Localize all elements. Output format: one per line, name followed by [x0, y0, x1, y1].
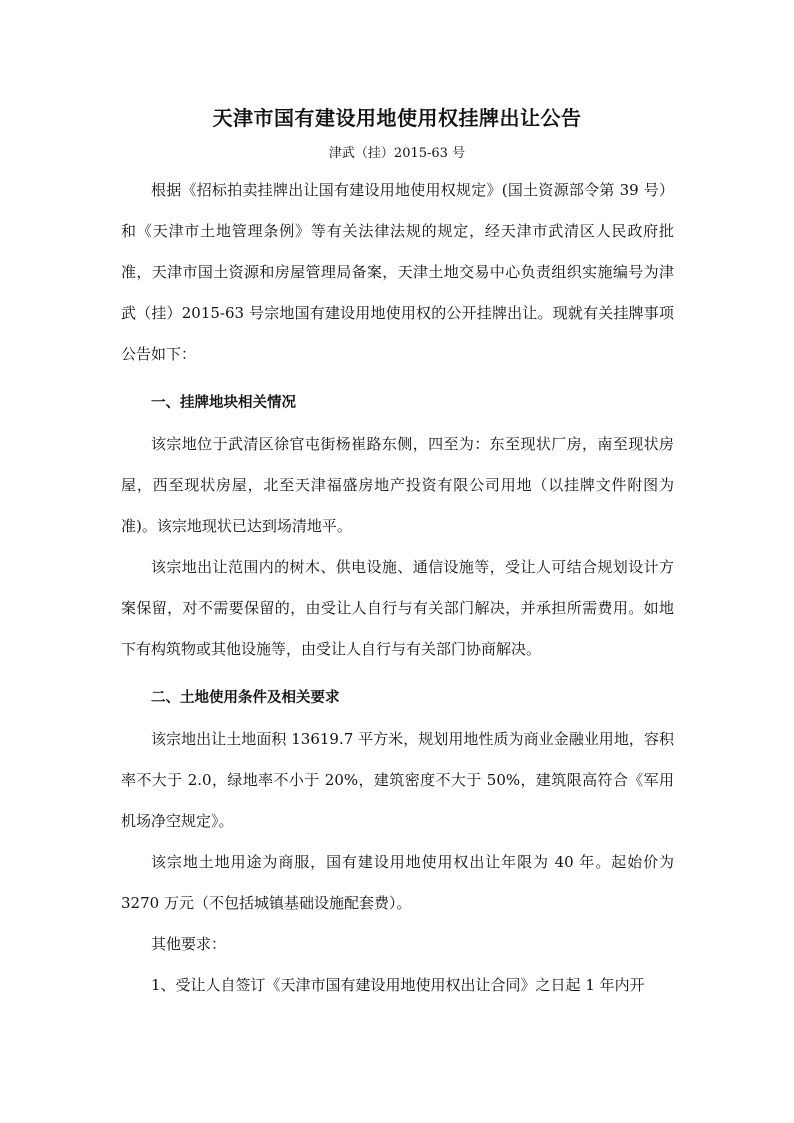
intro-paragraph: 根据《招标拍卖挂牌出让国有建设用地使用权规定》(国土资源部令第 39 号）和《天津市土地管理条例》等有关法律法规的规定，经天津市武清区人民政府批准，天津市国土资源和房屋管理局备案，天津土地交易中心负责组织实施编号为津武（挂）2015-63 号宗地国有建设用地使用权的公开挂牌出让。现就有关挂牌事项公告如下： [121, 181, 674, 363]
section-heading-2: 二、土地使用条件及相关要求 [151, 690, 340, 706]
location-paragraph: 该宗地位于武清区徐官屯街杨崔路东侧，四至为：东至现状厂房，南至现状房屋，西至现状房屋，北至天津福盛房地产投资有限公司用地（以挂牌文件附图为准)。该宗地现状已达到场清地平。 [121, 435, 674, 535]
facilities-paragraph: 该宗地出让范围内的树木、供电设施、通信设施等，受让人可结合规划设计方案保留，对不需要保留的，由受让人自行与有关部门解决，并承担所需费用。如地下有构筑物或其他设施等，由受让人自行与有关部门协商解决。 [121, 558, 674, 658]
document-number: 津武（挂）2015-63 号 [328, 146, 466, 161]
section-heading-1: 一、挂牌地块相关情况 [151, 395, 296, 411]
document-body [121, 170, 674, 1006]
area-paragraph: 该宗地出让土地面积 13619.7 平方米，规划用地性质为商业金融业用地，容积率不大于 2.0，绿地率不小于 20%，建筑密度不大于 50%，建筑限高符合《军用机场净空规定》。 [121, 730, 674, 830]
other-requirements-label: 其他要求： [151, 935, 227, 953]
requirement-item-1: 1、受让人自签订《天津市国有建设用地使用权出让合同》之日起 1 年内开 [151, 976, 645, 994]
document-title: 天津市国有建设用地使用权挂牌出让公告 [212, 106, 582, 130]
price-paragraph: 该宗地土地用途为商服，国有建设用地使用权出让年限为 40 年。起始价为 3270 万元（不包括城镇基础设施配套费）。 [121, 853, 674, 912]
